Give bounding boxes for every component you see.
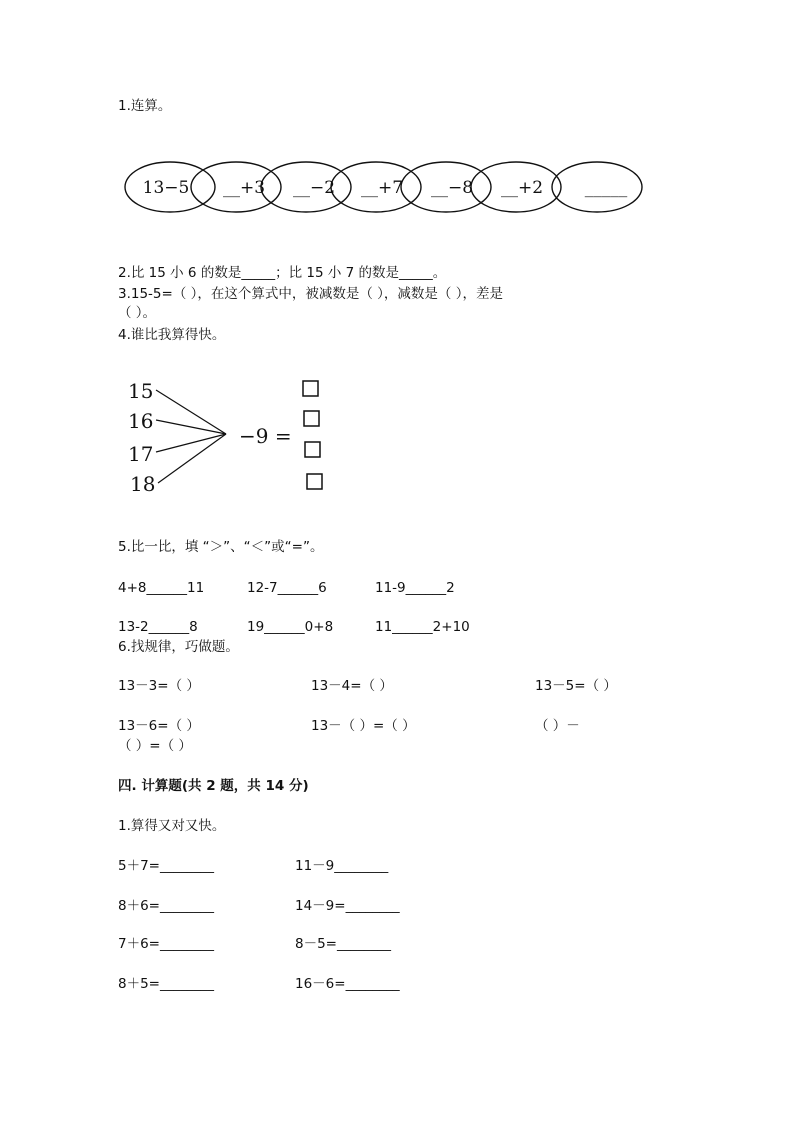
chain-text-5: __−8 <box>430 178 474 198</box>
q5-title: 5.比一比，填 “＞”、“＜”或“=”。 <box>118 539 324 555</box>
q5-item-2: 12-7______6 <box>247 580 327 596</box>
q6-item-6-end: （ ）=（ ） <box>118 738 192 754</box>
calc-item: 8＋5=________ <box>118 976 214 992</box>
q4-title: 4.谁比我算得快。 <box>118 327 226 343</box>
q2-text: 2.比 15 小 6 的数是_____；比 15 小 7 的数是_____。 <box>118 265 447 281</box>
q3-text-line2: （ ）。 <box>118 305 157 321</box>
q6-item-6-start: （ ）－ <box>535 718 580 734</box>
chain-text-2: __+3 <box>222 178 266 198</box>
q1-chain-diagram <box>118 155 658 225</box>
q5-item-3: 11-9______2 <box>375 580 455 596</box>
chain-text-6: __+2 <box>500 178 544 198</box>
calc-item: 7＋6=________ <box>118 936 214 952</box>
answer-box-2 <box>304 411 319 426</box>
calc-item: 8－5=________ <box>295 936 391 952</box>
q4-line-17 <box>156 434 226 452</box>
q4-line-18 <box>158 434 226 483</box>
chain-text-7: _____ <box>584 178 628 198</box>
calc-item: 8＋6=________ <box>118 898 214 914</box>
q4-number-16: 16 <box>128 409 154 433</box>
q4-operation: −9 = <box>239 424 292 448</box>
section4-subtitle: 1.算得又对又快。 <box>118 818 226 834</box>
q6-title: 6.找规律，巧做题。 <box>118 639 239 655</box>
chain-text-4: __+7 <box>360 178 404 198</box>
q4-number-17: 17 <box>128 442 154 466</box>
answer-box-3 <box>305 442 320 457</box>
q6-item-1: 13－3=（ ） <box>118 678 200 694</box>
section-heading: 四. 计算题(共 2 题，共 14 分) <box>118 778 309 794</box>
q6-item-5: 13－（ ）=（ ） <box>311 718 416 734</box>
q6-item-2: 13－4=（ ） <box>311 678 393 694</box>
q5-item-1: 4+8______11 <box>118 580 205 596</box>
q4-diagram <box>118 372 358 502</box>
chain-text-1: 13−5 <box>142 178 190 198</box>
q1-title: 1.连算。 <box>118 98 172 114</box>
q3-text-line1: 3.15-5=（ ），在这个算式中，被减数是（ ），减数是（ ），差是 <box>118 286 503 302</box>
answer-box-1 <box>303 381 318 396</box>
q5-item-5: 19______0+8 <box>247 619 334 635</box>
q5-item-6: 11______2+10 <box>375 619 470 635</box>
calc-item: 11－9________ <box>295 858 389 874</box>
q4-number-15: 15 <box>128 379 154 403</box>
chain-text-3: __−2 <box>292 178 336 198</box>
calc-item: 5＋7=________ <box>118 858 214 874</box>
answer-box-4 <box>307 474 322 489</box>
q5-item-4: 13-2______8 <box>118 619 198 635</box>
q6-item-4: 13－6=（ ） <box>118 718 200 734</box>
calc-item: 14－9=________ <box>295 898 400 914</box>
q4-number-18: 18 <box>130 472 156 496</box>
calc-item: 16－6=________ <box>295 976 400 992</box>
q6-item-3: 13－5=（ ） <box>535 678 617 694</box>
